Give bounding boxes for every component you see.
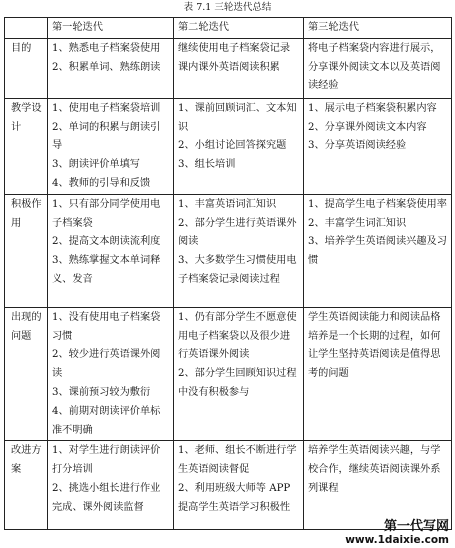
cell-purpose-round-1: [48, 38, 174, 98]
header-corner: [5, 18, 48, 39]
cell-line: 2、分享课外阅读文本内容: [308, 121, 427, 133]
cell-purpose-round-3: [304, 38, 452, 98]
cell-line: 1、丰富英语词汇知识: [178, 198, 277, 210]
table-row-teaching-design: [5, 98, 452, 194]
row-label-purpose: 目的: [5, 38, 48, 98]
cell-problems-round-1: [48, 307, 174, 441]
cell-line: 3、分享英语阅读经验: [308, 140, 407, 152]
cell-positive-effects-round-1: [48, 194, 174, 307]
cell-line: 4、前期对朗读评价单标准不明确: [52, 405, 161, 436]
cell-line: 2、部分学生回顾知识过程中没有积极参与: [178, 368, 297, 398]
cell-line: 3、朗读评价单填写: [52, 159, 140, 171]
cell-line: 3、课前预习较为敷衍: [52, 386, 151, 398]
table-row-positive-effects: [5, 194, 452, 307]
cell-problems-round-2: [174, 307, 304, 441]
cell-improvements-round-3: [304, 441, 452, 530]
cell-line: 2、积累单词、熟练朗读: [52, 61, 161, 73]
cell-line: 1、课前回顾词汇、文本知识: [178, 102, 297, 133]
cell-positive-effects-round-2: [174, 194, 304, 307]
cell-line: 2、利用班级大师等 APP 提高学生英语学习积极性: [178, 482, 291, 513]
cell-line: 继续使用电子档案袋记录课内课外英语阅读积累: [178, 42, 291, 73]
row-label-improvements: 改进方案: [5, 441, 48, 530]
cell-line: 2、小组讨论回答探究题: [178, 140, 287, 152]
header-row: [5, 18, 452, 39]
cell-line: 1、只有部分同学使用电子档案袋: [52, 198, 161, 229]
cell-line: 1、对学生进行朗读评价打分培训: [52, 445, 161, 476]
cell-problems-round-3: [304, 307, 452, 441]
cell-teaching-design-round-1: [48, 98, 174, 194]
watermark-title: 第一代写网: [383, 519, 449, 534]
header-round-3: 第三轮迭代: [304, 18, 452, 39]
cell-improvements-round-2: [174, 441, 304, 530]
cell-positive-effects-round-3: [304, 194, 452, 307]
cell-line: 1、展示电子档案袋积累内容: [308, 102, 437, 114]
header-round-1: 第一轮迭代: [48, 18, 174, 39]
cell-teaching-design-round-2: [174, 98, 304, 194]
cell-line: 1、仍有部分学生不愿意使用电子档案袋以及很少进行英语课外阅读: [178, 311, 297, 361]
cell-improvements-round-1: [48, 441, 174, 530]
cell-line: 2、丰富学生词汇知识: [308, 217, 407, 229]
cell-line: 3、大多数学生习惯使用电子档案袋记录阅读过程: [178, 255, 297, 285]
iteration-summary-table: [4, 17, 452, 530]
cell-line: 3、组长培训: [178, 159, 236, 171]
cell-line: 2、挑选小组长进行作业完成、课外阅读监督: [52, 482, 161, 513]
table-caption: 表 7.1 三轮迭代总结: [183, 2, 272, 13]
cell-line: 将电子档案袋内容进行展示，分享课外阅读文本以及英语阅读经验: [308, 42, 441, 92]
cell-line: 3、培养学生英语阅读兴趣及习惯: [308, 236, 447, 267]
site-watermark: [345, 519, 449, 546]
cell-line: 1、老师、组长不断进行学生英语阅读督促: [178, 445, 297, 476]
row-label-teaching-design: 教学设计: [5, 98, 48, 194]
table-row-improvements: [5, 441, 452, 530]
table-row-problems: [5, 307, 452, 441]
cell-line: 1、熟悉电子档案袋使用: [52, 42, 161, 54]
cell-line: 2、提高文本朗读流利度: [52, 236, 161, 248]
cell-line: 2、单词的积累与朗读引导: [52, 121, 161, 152]
cell-line: 2、较少进行英语课外阅读: [52, 349, 161, 380]
cell-purpose-round-2: [174, 38, 304, 98]
cell-line: 1、没有使用电子档案袋习惯: [52, 311, 161, 342]
cell-teaching-design-round-3: [304, 98, 452, 194]
cell-line: 1、提高学生电子档案袋使用率: [308, 198, 447, 210]
table-row-purpose: [5, 38, 452, 98]
header-round-2: 第二轮迭代: [174, 18, 304, 39]
watermark-url: www.1daixie.com: [345, 534, 449, 546]
cell-line: 3、熟练掌握文本单词释义、发音: [52, 255, 161, 285]
row-label-positive-effects: 积极作用: [5, 194, 48, 307]
cell-line: 学生英语阅读能力和阅读品格培养是一个长期的过程，如何让学生坚持英语阅读是值得思考的问题: [308, 311, 441, 380]
row-label-problems: 出现的问题: [5, 307, 48, 441]
cell-line: 4、教师的引导和反馈: [52, 177, 151, 189]
cell-line: 1、使用电子档案袋培训: [52, 102, 161, 114]
cell-line: 2、部分学生进行英语课外阅读: [178, 217, 297, 248]
cell-line: 培养学生英语阅读兴趣，与学校合作，继续英语阅读课外系列课程: [308, 445, 441, 494]
